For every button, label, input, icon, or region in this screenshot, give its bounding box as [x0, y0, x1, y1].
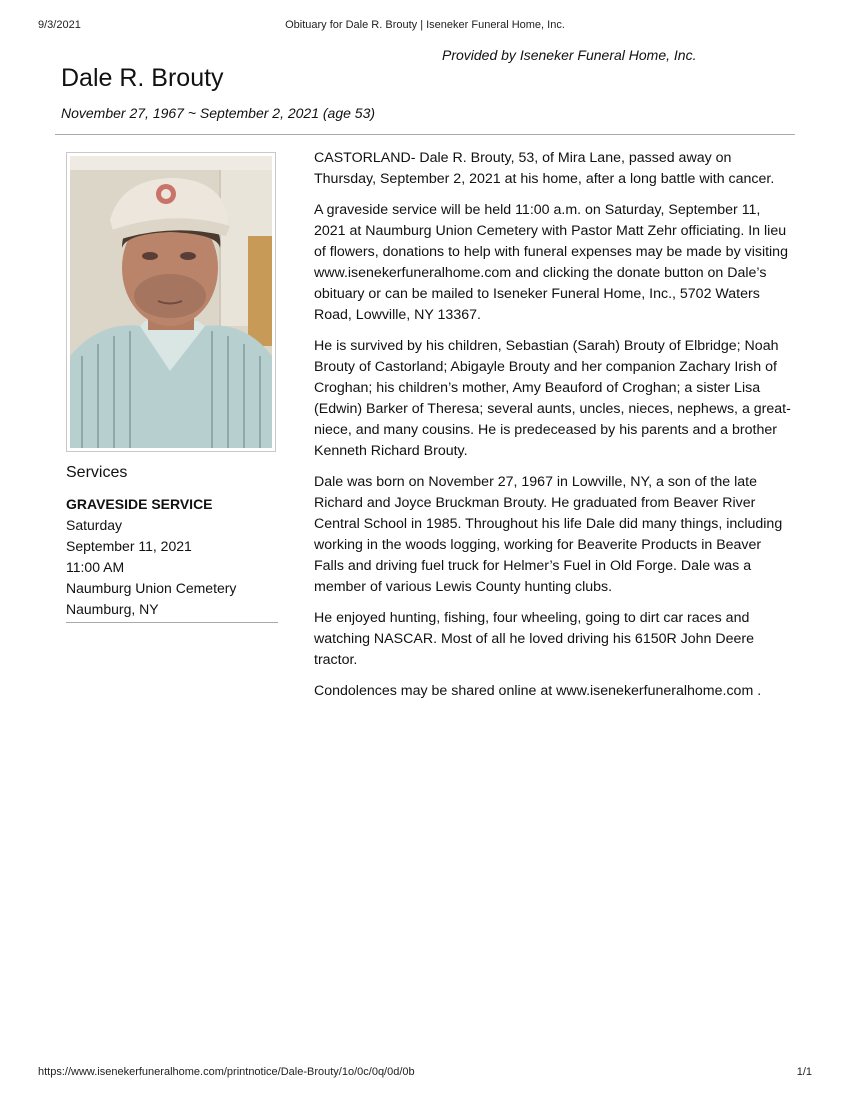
deceased-name: Dale R. Brouty [61, 64, 224, 92]
service-day: Saturday [66, 517, 123, 533]
print-header [38, 19, 812, 35]
obituary-paragraph: Condolences may be shared online at www.isenekerfuneralhome.com . [314, 683, 762, 699]
provided-by: Provided by Iseneker Funeral Home, Inc. [442, 47, 697, 63]
service-place: Naumburg Union Cemetery [66, 580, 237, 596]
header-divider [55, 134, 795, 135]
obituary-paragraph: CASTORLAND- Dale R. Brouty, 53, of Mira Lane, passed away on Thursday, September 2, 2021 at his home, after a long battle with cancer. [314, 150, 775, 187]
obituary-paragraph: Dale was born on November 27, 1967 in Lowville, NY, a son of the late Richard and Joyce Bruckman Brouty. He graduated from Beaver River Central School in 1985. Throughout his life Dale did many things, including working in the woods logging, working for Beaverite Products in Beaver Falls and driving fuel truck for Helmer’s Fuel in Old Forge. Dale was a member of various Lewis County hunting clubs. [314, 474, 783, 595]
page-number: 1/1 [796, 1066, 812, 1078]
portrait-image [70, 156, 272, 448]
service-details [66, 494, 278, 620]
service-time: 11:00 AM [66, 559, 125, 575]
services-heading: Services [66, 464, 128, 481]
print-footer [38, 1066, 812, 1082]
obituary-paragraph: He enjoyed hunting, fishing, four wheeling, going to dirt car races and watching NASCAR. Most of all he loved driving his 6150R John Deere tractor. [314, 610, 755, 668]
services-divider [66, 622, 278, 623]
service-location: Naumburg, NY [66, 601, 159, 617]
obituary-text [314, 148, 792, 712]
print-page-title: Obituary for Dale R. Brouty | Iseneker Funeral Home, Inc. [285, 19, 565, 31]
portrait-photo [66, 152, 276, 452]
life-dates: November 27, 1967 ~ September 2, 2021 (age 53) [61, 105, 376, 121]
service-type: GRAVESIDE SERVICE [66, 496, 213, 512]
obituary-paragraph: He is survived by his children, Sebastian (Sarah) Brouty of Elbridge; Noah Brouty of Castorland; Abigayle Brouty and her companion Zachary Irish of Croghan; his children’s mother, Amy Beauford of Croghan; a sister Lisa (Edwin) Barker of Theresa; several aunts, uncles, nieces, nephews, a great-niece, and many cousins. He is predeceased by his parents and a brother Kenneth Richard Brouty. [314, 338, 791, 459]
service-date: September 11, 2021 [66, 538, 192, 554]
print-date: 9/3/2021 [38, 19, 81, 31]
print-url: https://www.isenekerfuneralhome.com/printnotice/Dale-Brouty/1o/0c/0q/0d/0b [38, 1066, 415, 1078]
obituary-paragraph: A graveside service will be held 11:00 a.m. on Saturday, September 11, 2021 at Naumburg Union Cemetery with Pastor Matt Zehr officiating. In lieu of flowers, donations to help with funeral expenses may be made by visiting www.isenekerfuneralhome.com and clicking the donate button on Dale’s obituary or can be mailed to Iseneker Funeral Home, Inc., 5702 Waters Road, Lowville, NY 13367. [314, 202, 788, 323]
